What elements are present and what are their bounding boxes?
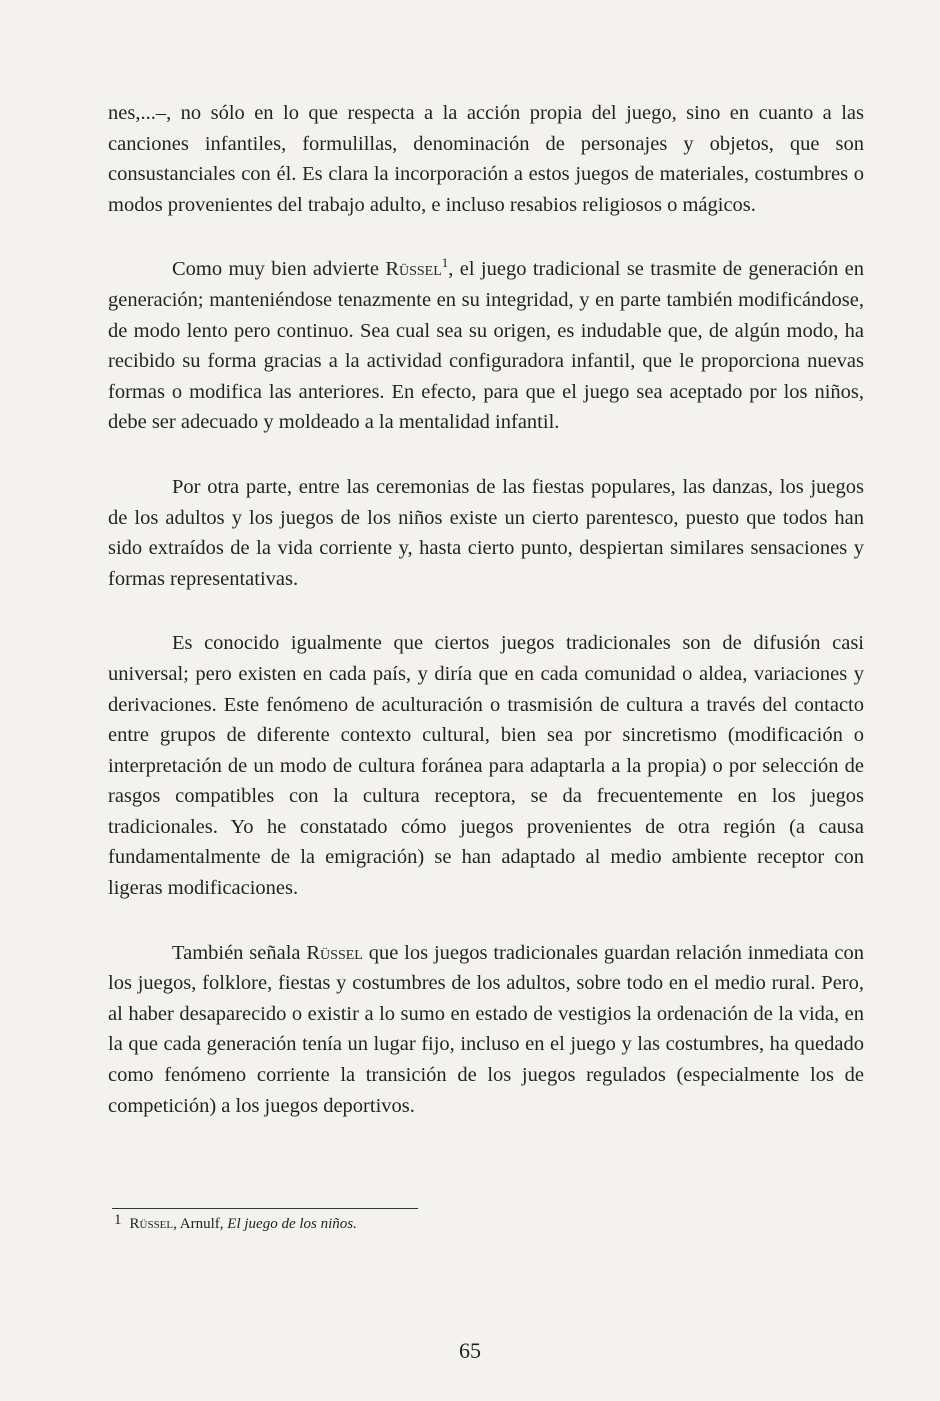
page-body xyxy=(108,98,864,1121)
paragraph-5 xyxy=(108,938,864,1122)
footnote-author-rest: , Arnulf, xyxy=(173,1216,228,1232)
paragraph-3: Por otra parte, entre las ceremonias de las fiestas populares, las danzas, los juegos de los adultos y los juegos de los niños existe un cierto parentesco, puesto que todos han sido extraídos de la vida corriente y, hasta cierto punto, despiertan similares sensaciones y formas representativas. xyxy=(108,475,864,590)
footnote xyxy=(114,1214,357,1234)
paragraph-2 xyxy=(108,254,864,438)
footnote-title: El juego de los niños. xyxy=(227,1216,357,1232)
footnote-author: Rüssel xyxy=(129,1216,174,1232)
paragraph-1: nes,...–, no sólo en lo que respecta a la acción propia del juego, sino en cuanto a las canciones infantiles, formulillas, denominación de personajes y objetos, que son consustanciales con él. Es clara la incorporación a estos juegos de materiales, costumbres o modos provenientes del trabajo adulto, e incluso resabios religiosos o mágicos. xyxy=(108,102,864,216)
paragraph-2-lead: Como muy bien advierte xyxy=(172,258,386,281)
paragraph-2-body: , el juego tradicional se trasmite de generación en generación; manteniéndose tenazmente en su integridad, y en parte también modificándose, de modo lento pero continuo. Sea cual sea su origen, es indudable que, de algún modo, ha recibido su forma gracias a la actividad configuradora infantil, que le proporciona nuevas formas o modifica las anteriores. En efecto, para que el juego sea aceptado por los niños, debe ser adecuado y moldeado a la mentalidad infantil. xyxy=(108,258,864,434)
footnote-number: 1 xyxy=(114,1212,122,1228)
paragraph-5-lead: También señala xyxy=(172,941,307,964)
paragraph-4: Es conocido igualmente que ciertos juegos tradicionales son de difusión casi universal; pero existen en cada país, y diría que en cada comunidad o aldea, variaciones y derivaciones. Este fenómeno de aculturación o trasmisión de cultura a través del contacto entre grupos de diferente contexto cultural, bien sea por sincretismo (modificación o interpretación de un modo de cultura foránea para adaptarla a la propia) o por selección de rasgos compatibles con la cultura receptora, se da frecuentemente en los juegos tradicionales. Yo he constatado cómo juegos provenientes de otra región (a causa fundamentalmente de la emigración) se han adaptado al medio ambiente receptor con ligeras modificaciones. xyxy=(108,632,864,900)
footnote-divider xyxy=(112,1208,418,1209)
page-number: 65 xyxy=(459,1338,481,1363)
author-name: Rüssel xyxy=(385,258,442,281)
author-name: Rüssel xyxy=(306,941,363,964)
footnote-ref[interactable]: 1 xyxy=(441,255,449,271)
paragraph-5-body: que los juegos tradicionales guardan relación inmediata con los juegos, folklore, fiestas y costumbres de los adultos, sobre todo en el medio rural. Pero, al haber desaparecido o existir a lo sumo en estado de vestigios la ordenación de la vida, en la que cada generación tenía un lugar fijo, incluso en el juego y las costumbres, ha quedado como fenómeno corriente la transición de los juegos regulados (especialmente los de competición) a los juegos deportivos. xyxy=(108,941,864,1117)
